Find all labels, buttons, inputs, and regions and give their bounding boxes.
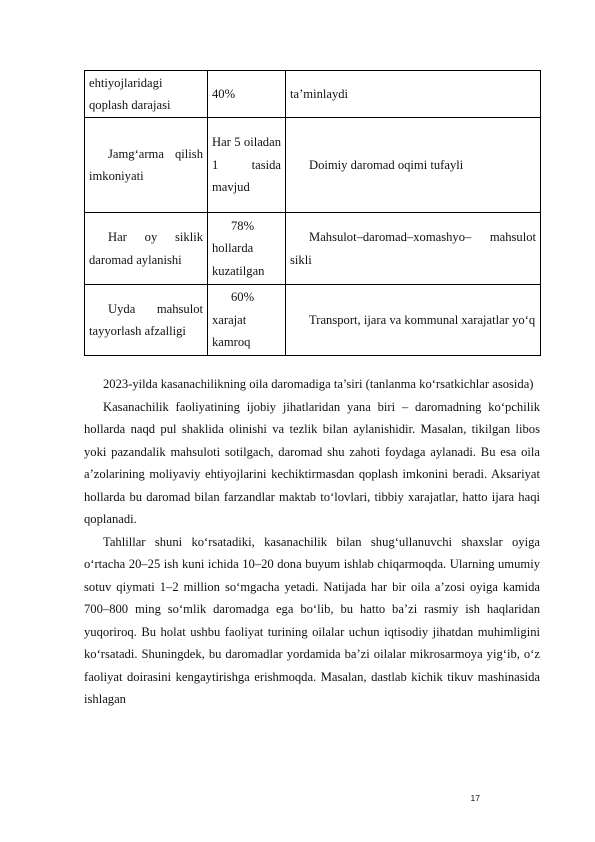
data-table bbox=[84, 70, 541, 356]
table-cell: 60% xarajat kamroq bbox=[208, 285, 286, 356]
table-cell: ehtiyojlaridagi qoplash darajasi bbox=[85, 71, 208, 118]
table-caption: 2023-yilda kasanachilikning oila daromadiga ta’siri (tanlanma ko‘rsatkichlar asosida) bbox=[103, 377, 534, 391]
table-cell: ta’minlaydi bbox=[286, 71, 541, 118]
body-text bbox=[84, 373, 540, 711]
table-cell: 40% bbox=[208, 71, 286, 118]
table-cell: Har 5 oiladan 1 tasida mavjud bbox=[208, 118, 286, 213]
page-number: 17 bbox=[470, 793, 480, 803]
table-row bbox=[85, 285, 541, 356]
table-cell: Har oy siklik daromad aylanishi bbox=[85, 213, 208, 285]
table-cell: Mahsulot–daromad–xomashyo– mahsulot sikli bbox=[286, 213, 541, 285]
table-cell: Uyda mahsulot tayyorlash afzalligi bbox=[85, 285, 208, 356]
table-row bbox=[85, 71, 541, 118]
table-cell: 78% hollarda kuzatilgan bbox=[208, 213, 286, 285]
table-cell: Jamg‘arma qilish imkoniyati bbox=[85, 118, 208, 213]
table-cell: Transport, ijara va kommunal xarajatlar yo‘q bbox=[286, 285, 541, 356]
paragraph: Kasanachilik faoliyatining ijobiy jihatlaridan yana biri – daromadning ko‘pchilik hollarda naqd pul shaklida olinishi va tezlik bilan aylanishidir. Masalan, tikilgan libos yoki pazandalik mahsuloti sotilgach, daromad shu zahoti foydaga aylanadi. Bu esa oila a’zolarining moliyaviy ehtiyojlarini kechiktirmasdan qoplash imkonini beradi. Aksariyat hollarda bu daromad bilan farzandlar maktab to‘lovlari, tibbiy xarajatlar, hatto ijara haqi qoplanadi. bbox=[84, 399, 540, 526]
table-cell: Doimiy daromad oqimi tufayli bbox=[286, 118, 541, 213]
table-row bbox=[85, 213, 541, 285]
paragraph: Tahlillar shuni ko‘rsatadiki, kasanachilik bilan shug‘ullanuvchi shaxslar oyiga o‘rtacha 20–25 ish kuni ichida 10–20 dona buyum ishlab chiqarmoqda. Ularning umumiy sotuv qiymati 1–2 million so‘mgacha yetadi. Natijada har bir oila a’zosi oyiga kamida 700–800 ming so‘mlik daromadga ega bo‘lib, bu hatto ba’zi rasmiy ish haqlaridan yuqoriroq. Bu holat ushbu faoliyat turining oilalar uchun iqtisodiy jihatdan muhimligini ko‘rsatadi. Shuningdek, bu daromadlar yordamida ba’zi oilalar mikrosarmoya yig‘ib, o‘z faoliyat doirasini kengaytirishga erishmoqda. Masalan, dastlab kichik tikuv mashinasida ishlagan bbox=[84, 534, 540, 706]
table-row bbox=[85, 118, 541, 213]
